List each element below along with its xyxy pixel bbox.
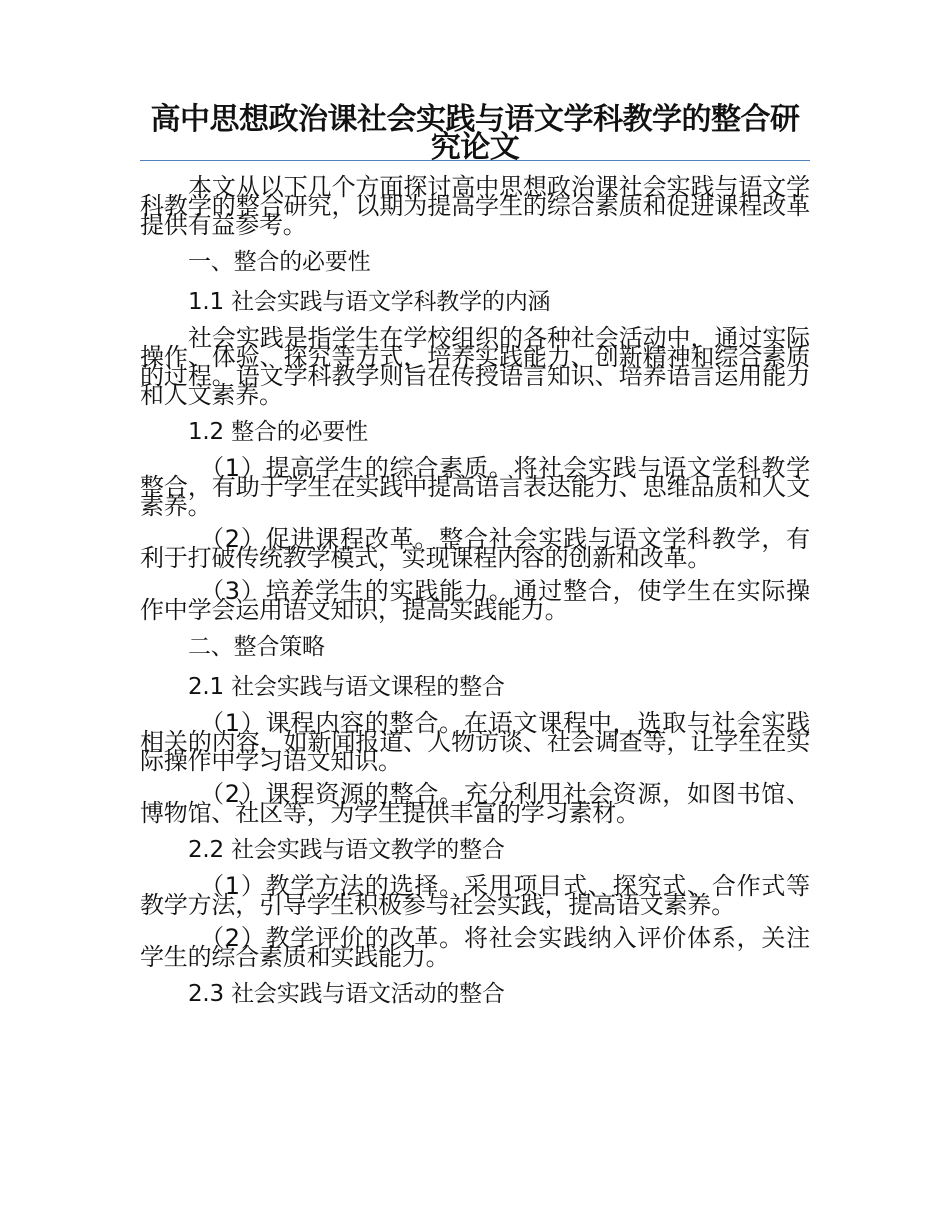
paragraph-definition: 社会实践是指学生在学校组织的各种社会活动中，通过实际操作、体验、探究等方式，培养实践能力、创新精神和综合素质的过程。语文学科教学则旨在传授语言知识、培养语言运用能力和人文素养。 [140,324,810,409]
subsection-heading-1-2: 1.2 整合的必要性 [188,419,368,445]
list-item-2-2-2: （2）教学评价的改革。将社会实践纳入评价体系，关注学生的综合素质和实践能力。 [140,924,810,971]
section-heading-1: 一、整合的必要性 [188,249,371,275]
subsection-heading-2-2: 2.2 社会实践与语文教学的整合 [188,837,505,863]
list-item-2-1-1: （1）课程内容的整合。在语文课程中，选取与社会实践相关的内容，如新闻报道、人物访谈、社会调查等，让学生在实际操作中学习语文知识。 [140,709,810,775]
subsection-heading-1-1: 1.1 社会实践与语文学科教学的内涵 [188,289,551,315]
list-item-2-1-2: （2）课程资源的整合。充分利用社会资源，如图书馆、博物馆、社区等，为学生提供丰富的学习素材。 [140,780,810,827]
list-item-1-2-3: （3）培养学生的实践能力。通过整合，使学生在实际操作中学会运用语文知识，提高实践能力。 [140,577,810,624]
list-item-2-2-1: （1）教学方法的选择。采用项目式、探究式、合作式等教学方法，引导学生积极参与社会实践，提高语文素养。 [140,872,810,919]
intro-paragraph: 本文从以下几个方面探讨高中思想政治课社会实践与语文学科教学的整合研究，以期为提高学生的综合素质和促进课程改革提供有益参考。 [140,173,810,239]
document-title: 高中思想政治课社会实践与语文学科教学的整合研究论文 [150,102,800,165]
list-item-1-2-1: （1）提高学生的综合素质。将社会实践与语文学科教学整合，有助于学生在实践中提高语言表达能力、思维品质和人文素养。 [140,454,810,520]
document-body [140,173,810,1021]
list-item-1-2-2: （2）促进课程改革。整合社会实践与语文学科教学，有利于打破传统教学模式，实现课程内容的创新和改革。 [140,525,810,572]
section-heading-2: 二、整合策略 [188,634,325,660]
subsection-heading-2-1: 2.1 社会实践与语文课程的整合 [188,674,505,700]
title-block [140,102,810,165]
title-underline [140,160,810,161]
subsection-heading-2-3: 2.3 社会实践与语文活动的整合 [188,981,505,1007]
